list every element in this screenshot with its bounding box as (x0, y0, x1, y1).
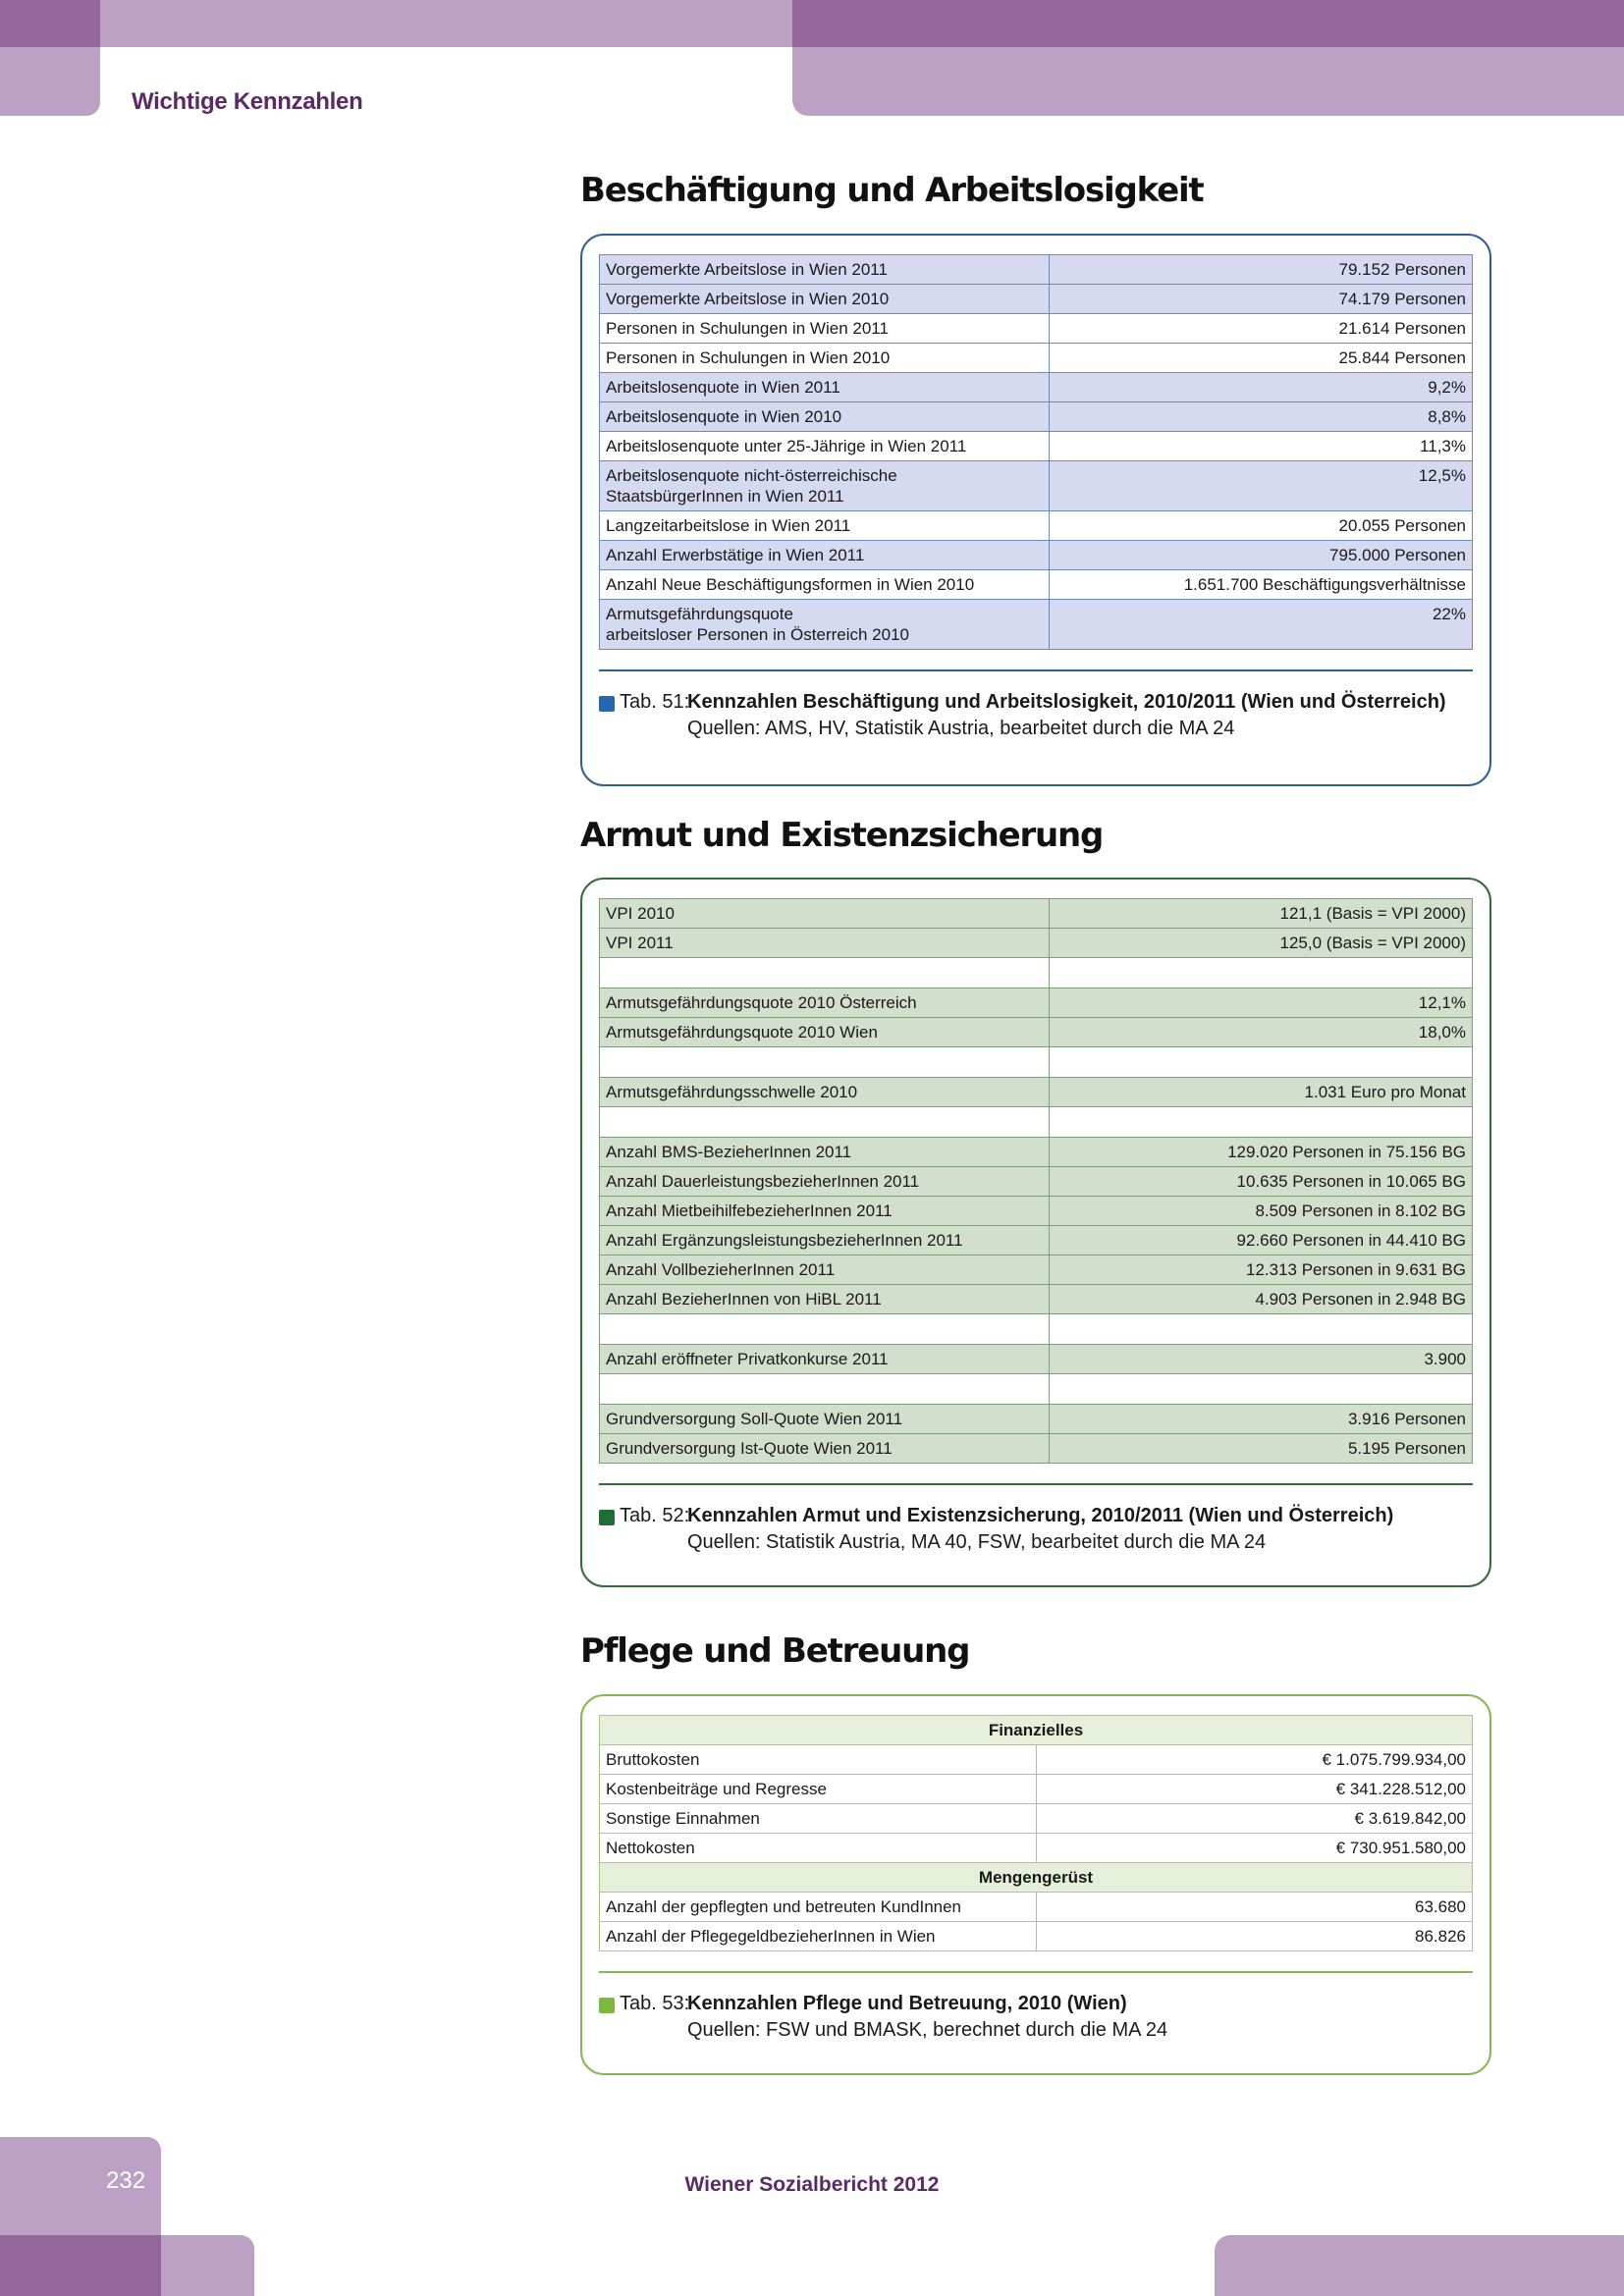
table-row (600, 988, 1473, 1018)
row-label-line: StaatsbürgerInnen in Wien 2011 (606, 487, 844, 506)
table-row (600, 1345, 1473, 1374)
row-value: 12,5% (1050, 461, 1473, 511)
row-label: Anzahl DauerleistungsbezieherInnen 2011 (600, 1167, 1050, 1197)
table-row (600, 373, 1473, 402)
section-title-care: Pflege und Betreuung (580, 1631, 970, 1671)
top-left-corner-light-block (0, 47, 100, 116)
table-row (600, 1922, 1473, 1951)
table-row (600, 511, 1473, 541)
table-caption (599, 1971, 1473, 2044)
top-right-light-band (792, 47, 1624, 116)
row-value: 10.635 Personen in 10.065 BG (1050, 1167, 1473, 1197)
row-value: 22% (1050, 600, 1473, 650)
empty-cell (1050, 1374, 1473, 1405)
table-row (600, 1405, 1473, 1434)
top-left-corner-dark-block (0, 0, 100, 47)
row-label-line: arbeitsloser Personen in Österreich 2010 (606, 625, 909, 644)
table-row (600, 1745, 1473, 1775)
row-value: 8,8% (1050, 402, 1473, 432)
row-value: € 341.228.512,00 (1036, 1775, 1473, 1804)
table-row (600, 1078, 1473, 1107)
table-row (600, 899, 1473, 929)
table-row (600, 285, 1473, 314)
table-group-header (600, 1863, 1473, 1893)
caption-title: Kennzahlen Armut und Existenzsicherung, 2010/2011 (Wien und Österreich) (687, 1505, 1394, 1526)
employment-table-panel (580, 234, 1491, 786)
group-header-financial: Finanzielles (600, 1716, 1473, 1745)
row-label: Anzahl eröffneter Privatkonkurse 2011 (600, 1345, 1050, 1374)
table-row (600, 1285, 1473, 1314)
table-row (600, 1138, 1473, 1167)
bottom-left-light-block (161, 2235, 254, 2296)
row-label: Grundversorgung Ist-Quote Wien 2011 (600, 1434, 1050, 1464)
table-row (600, 1167, 1473, 1197)
row-value: 121,1 (Basis = VPI 2000) (1050, 899, 1473, 929)
caption-table-number: Tab. 52: (620, 1505, 690, 1526)
row-label: Sonstige Einnahmen (600, 1804, 1037, 1834)
row-value: 21.614 Personen (1050, 314, 1473, 344)
table-spacer-row (600, 958, 1473, 988)
poverty-table-panel (580, 878, 1491, 1587)
row-value: 63.680 (1036, 1893, 1473, 1922)
caption-table-number: Tab. 53: (620, 1993, 690, 2014)
row-label: Personen in Schulungen in Wien 2011 (600, 314, 1050, 344)
table-row (600, 402, 1473, 432)
row-label-line: Armutsgefährdungsquote (606, 605, 793, 623)
row-label: Anzahl der gepflegten und betreuten KundInnen (600, 1893, 1037, 1922)
section-title-poverty: Armut und Existenzsicherung (580, 816, 1104, 855)
row-label: Arbeitslosenquote unter 25-Jährige in Wien 2011 (600, 432, 1050, 461)
row-value: 12,1% (1050, 988, 1473, 1018)
table-row (600, 1226, 1473, 1255)
row-value: 3.916 Personen (1050, 1405, 1473, 1434)
row-label: VPI 2011 (600, 929, 1050, 958)
row-label: Anzahl Neue Beschäftigungsformen in Wien 2010 (600, 570, 1050, 600)
bottom-right-band (1215, 2235, 1624, 2296)
row-value: 129.020 Personen in 75.156 BG (1050, 1138, 1473, 1167)
footer-publication-title: Wiener Sozialbericht 2012 (684, 2173, 940, 2196)
empty-cell (600, 1047, 1050, 1078)
caption-marker-square (599, 1510, 615, 1525)
row-value: 795.000 Personen (1050, 541, 1473, 570)
running-header-title: Wichtige Kennzahlen (132, 88, 363, 115)
row-label: Vorgemerkte Arbeitslose in Wien 2011 (600, 255, 1050, 285)
page-number: 232 (106, 2167, 146, 2194)
empty-cell (1050, 1047, 1473, 1078)
row-label: Arbeitslosenquote in Wien 2010 (600, 402, 1050, 432)
row-value: 79.152 Personen (1050, 255, 1473, 285)
row-label: Arbeitslosenquote in Wien 2011 (600, 373, 1050, 402)
table-row (600, 344, 1473, 373)
row-value: 1.031 Euro pro Monat (1050, 1078, 1473, 1107)
empty-cell (1050, 1107, 1473, 1138)
row-label: Langzeitarbeitslose in Wien 2011 (600, 511, 1050, 541)
poverty-table (599, 898, 1473, 1464)
row-value: € 3.619.842,00 (1036, 1804, 1473, 1834)
row-label-line: Arbeitslosenquote nicht-österreichische (606, 466, 897, 485)
table-row (600, 1434, 1473, 1464)
empty-cell (1050, 958, 1473, 988)
table-spacer-row (600, 1047, 1473, 1078)
section-title-employment: Beschäftigung und Arbeitslosigkeit (580, 171, 1204, 210)
row-value: 4.903 Personen in 2.948 BG (1050, 1285, 1473, 1314)
table-group-header (600, 1716, 1473, 1745)
row-value: € 730.951.580,00 (1036, 1834, 1473, 1863)
table-row (600, 314, 1473, 344)
empty-cell (600, 1314, 1050, 1345)
empty-cell (600, 1374, 1050, 1405)
caption-source: Quellen: Statistik Austria, MA 40, FSW, bearbeitet durch die MA 24 (687, 1531, 1267, 1553)
table-caption (599, 669, 1473, 742)
table-row (600, 461, 1473, 511)
row-value: 1.651.700 Beschäftigungsverhältnisse (1050, 570, 1473, 600)
table-row (600, 1834, 1473, 1863)
table-row (600, 570, 1473, 600)
row-value: 11,3% (1050, 432, 1473, 461)
table-spacer-row (600, 1107, 1473, 1138)
row-label: Anzahl Erwerbstätige in Wien 2011 (600, 541, 1050, 570)
row-label: Anzahl BMS-BezieherInnen 2011 (600, 1138, 1050, 1167)
table-row (600, 929, 1473, 958)
caption-title: Kennzahlen Pflege und Betreuung, 2010 (Wien) (687, 1993, 1127, 2014)
row-label: Anzahl MietbeihilfebezieherInnen 2011 (600, 1197, 1050, 1226)
caption-source: Quellen: FSW und BMASK, berechnet durch die MA 24 (687, 2019, 1168, 2041)
table-caption (599, 1483, 1473, 1556)
top-header-band (100, 0, 792, 47)
row-label (600, 600, 1050, 650)
table-row (600, 1804, 1473, 1834)
employment-table (599, 254, 1473, 650)
caption-source: Quellen: AMS, HV, Statistik Austria, bearbeitet durch die MA 24 (687, 718, 1235, 739)
table-row (600, 541, 1473, 570)
table-row (600, 1197, 1473, 1226)
table-row (600, 1893, 1473, 1922)
caption-title: Kennzahlen Beschäftigung und Arbeitslosigkeit, 2010/2011 (Wien und Österreich) (687, 691, 1446, 713)
empty-cell (1050, 1314, 1473, 1345)
row-value: 92.660 Personen in 44.410 BG (1050, 1226, 1473, 1255)
row-value: 25.844 Personen (1050, 344, 1473, 373)
row-value: 3.900 (1050, 1345, 1473, 1374)
row-value: 5.195 Personen (1050, 1434, 1473, 1464)
row-value: 125,0 (Basis = VPI 2000) (1050, 929, 1473, 958)
row-label: Grundversorgung Soll-Quote Wien 2011 (600, 1405, 1050, 1434)
row-label: Kostenbeiträge und Regresse (600, 1775, 1037, 1804)
row-label: Personen in Schulungen in Wien 2010 (600, 344, 1050, 373)
row-label (600, 461, 1050, 511)
table-spacer-row (600, 1374, 1473, 1405)
table-row (600, 600, 1473, 650)
row-value: 9,2% (1050, 373, 1473, 402)
row-label: VPI 2010 (600, 899, 1050, 929)
table-row (600, 1018, 1473, 1047)
empty-cell (600, 958, 1050, 988)
row-label: Armutsgefährdungsquote 2010 Wien (600, 1018, 1050, 1047)
row-label: Anzahl BezieherInnen von HiBL 2011 (600, 1285, 1050, 1314)
row-label: Vorgemerkte Arbeitslose in Wien 2010 (600, 285, 1050, 314)
caption-marker-square (599, 696, 615, 712)
row-label: Anzahl ErgänzungsleistungsbezieherInnen 2011 (600, 1226, 1050, 1255)
table-row (600, 1255, 1473, 1285)
row-value: 74.179 Personen (1050, 285, 1473, 314)
care-table (599, 1715, 1473, 1951)
row-value: 12.313 Personen in 9.631 BG (1050, 1255, 1473, 1285)
empty-cell (600, 1107, 1050, 1138)
row-label: Armutsgefährdungsquote 2010 Österreich (600, 988, 1050, 1018)
row-label: Nettokosten (600, 1834, 1037, 1863)
row-label: Anzahl VollbezieherInnen 2011 (600, 1255, 1050, 1285)
row-value: € 1.075.799.934,00 (1036, 1745, 1473, 1775)
row-value: 20.055 Personen (1050, 511, 1473, 541)
table-row (600, 1775, 1473, 1804)
caption-table-number: Tab. 51: (620, 691, 690, 713)
top-right-dark-band (792, 0, 1624, 47)
table-row (600, 255, 1473, 285)
table-spacer-row (600, 1314, 1473, 1345)
row-label: Anzahl der PflegegeldbezieherInnen in Wien (600, 1922, 1037, 1951)
group-header-quantities: Mengengerüst (600, 1863, 1473, 1893)
row-value: 86.826 (1036, 1922, 1473, 1951)
row-value: 8.509 Personen in 8.102 BG (1050, 1197, 1473, 1226)
row-value: 18,0% (1050, 1018, 1473, 1047)
table-row (600, 432, 1473, 461)
caption-marker-square (599, 1998, 615, 2013)
row-label: Bruttokosten (600, 1745, 1037, 1775)
care-table-panel (580, 1694, 1491, 2075)
bottom-left-dark-block (0, 2235, 161, 2296)
row-label: Armutsgefährdungsschwelle 2010 (600, 1078, 1050, 1107)
